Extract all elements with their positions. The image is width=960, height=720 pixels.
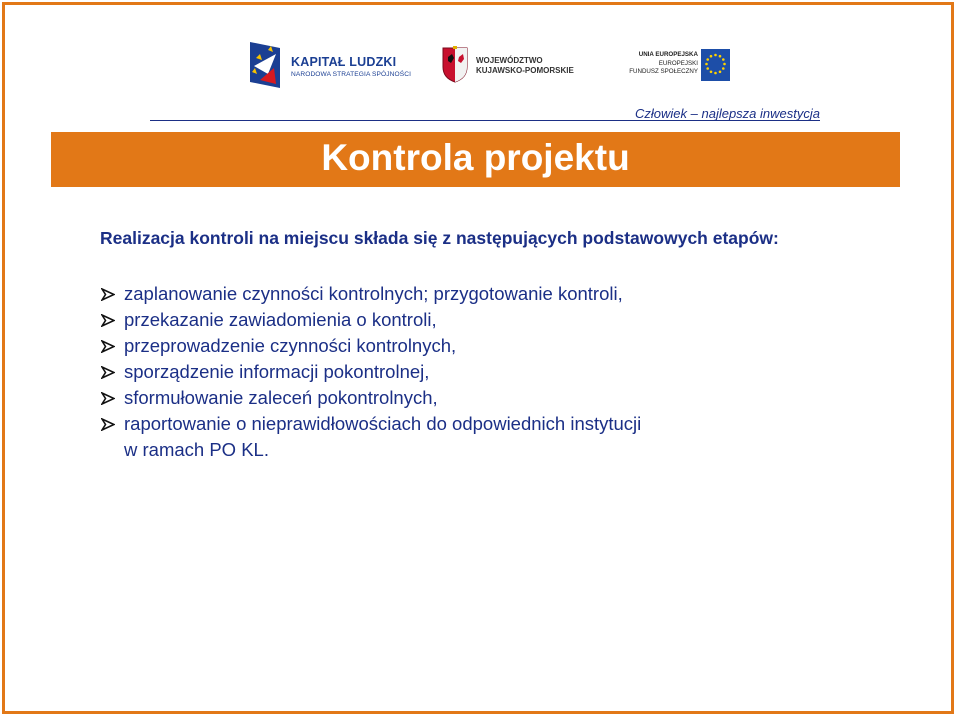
bullet-text: raportowanie o nieprawidłowościach do odpowiednich instytucji bbox=[124, 413, 642, 434]
eu-logo bbox=[610, 47, 730, 83]
arrow-bullet-icon bbox=[101, 314, 115, 327]
bullet-item bbox=[100, 385, 641, 411]
slide-title: Kontrola projektu bbox=[321, 137, 630, 178]
wojewodztwo-line1: WOJEWÓDZTWO bbox=[476, 56, 543, 65]
intro-text: Realizacja kontroli na miejscu składa się z następujących podstawowych etapów: bbox=[100, 228, 779, 248]
title-bar bbox=[51, 132, 900, 187]
wojewodztwo-line2: KUJAWSKO-POMORSKIE bbox=[476, 66, 574, 75]
bullet-continuation bbox=[100, 437, 641, 463]
bullet-item bbox=[100, 281, 641, 307]
bullet-text: sporządzenie informacji pokontrolnej, bbox=[124, 361, 430, 382]
bullet-item bbox=[100, 359, 641, 385]
motto-text: Człowiek – najlepsza inwestycja bbox=[635, 106, 820, 121]
eu-line3: FUNDUSZ SPOŁECZNY bbox=[629, 68, 698, 75]
bullet-text: zaplanowanie czynności kontrolnych; przygotowanie kontroli, bbox=[124, 283, 623, 304]
arrow-bullet-icon bbox=[101, 418, 115, 431]
eu-line2: EUROPEJSKI bbox=[658, 60, 698, 67]
wojewodztwo-logo bbox=[440, 45, 580, 85]
eu-flag-icon bbox=[701, 49, 730, 81]
kapital-ludzki-title: KAPITAŁ LUDZKI bbox=[291, 55, 397, 69]
bullet-item bbox=[100, 411, 641, 437]
arrow-bullet-icon bbox=[101, 288, 115, 301]
bullet-list bbox=[100, 281, 641, 463]
kapital-ludzki-subtitle: NARODOWA STRATEGIA SPÓJNOŚCI bbox=[291, 71, 412, 78]
coat-of-arms-icon bbox=[440, 45, 470, 83]
arrow-bullet-icon bbox=[101, 392, 115, 405]
kapital-ludzki-emblem-icon bbox=[246, 40, 286, 90]
bullet-item bbox=[100, 307, 641, 333]
arrow-bullet-icon bbox=[101, 340, 115, 353]
kapital-ludzki-logo bbox=[246, 40, 412, 90]
bullet-text: sformułowanie zaleceń pokontrolnych, bbox=[124, 387, 438, 408]
bullet-text: przekazanie zawiadomienia o kontroli, bbox=[124, 309, 437, 330]
arrow-bullet-icon bbox=[101, 366, 115, 379]
bullet-continuation-text: w ramach PO KL. bbox=[124, 439, 269, 460]
bullet-text: przeprowadzenie czynności kontrolnych, bbox=[124, 335, 457, 356]
eu-line1: UNIA EUROPEJSKA bbox=[638, 51, 698, 58]
bullet-item bbox=[100, 333, 641, 359]
